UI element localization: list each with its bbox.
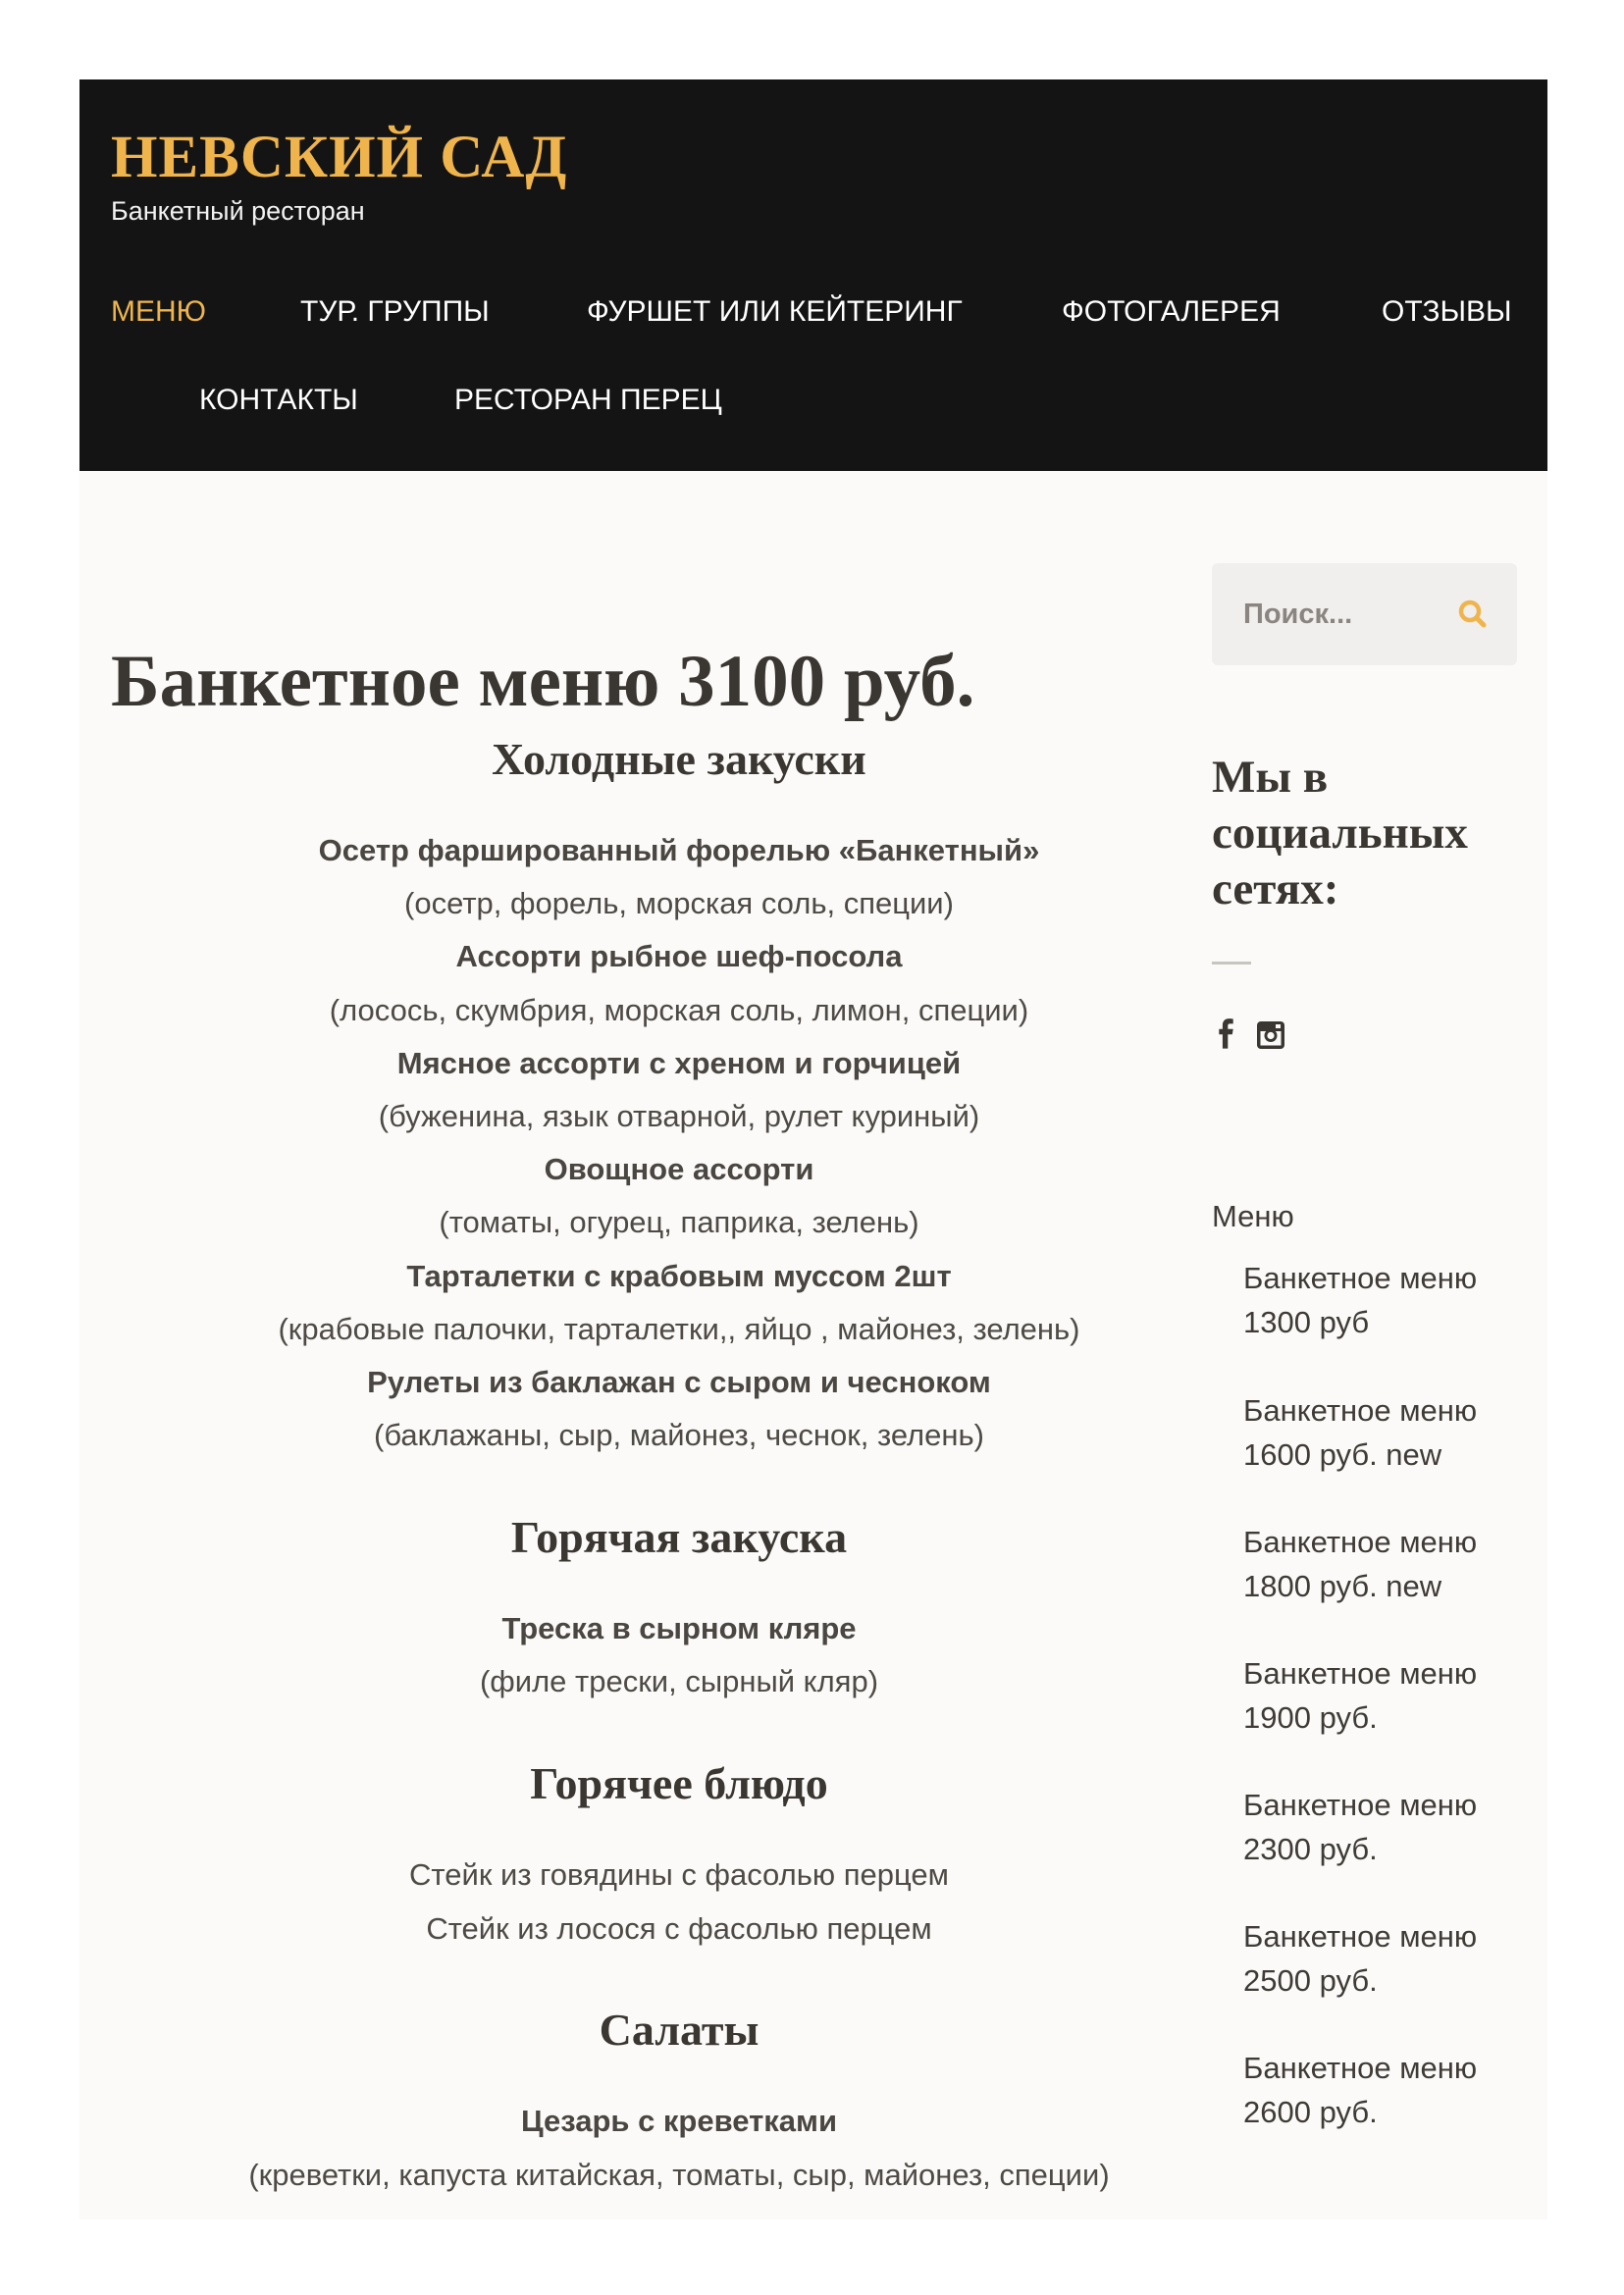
site-title[interactable]: НЕВСКИЙ САД xyxy=(111,125,568,190)
social-widget-title: Мы в социальных сетях: xyxy=(1212,752,1468,914)
sidebar-link-menu-1800[interactable] xyxy=(1243,1520,1528,1608)
sidebar-link-label: Банкетное меню xyxy=(1243,1919,1478,1954)
section-title: Холодные закуски xyxy=(492,734,866,784)
dish-description: (филе трески, сырный кляр) xyxy=(479,1664,879,1698)
sidebar-link-label: Банкетное меню xyxy=(1243,1525,1478,1559)
page-title: Банкетное меню 3100 руб. xyxy=(111,641,975,722)
instagram-icon[interactable] xyxy=(1256,1018,1285,1052)
sidebar-link-label: Банкетное меню xyxy=(1243,1393,1478,1428)
dish-name: Рулеты из баклажан с сыром и чесноком xyxy=(367,1365,991,1399)
dish-item: Стейк из говядины с фасолью перцем xyxy=(409,1857,949,1892)
section-title: Горячее блюдо xyxy=(530,1758,828,1808)
sidebar-link-menu-1300[interactable] xyxy=(1243,1256,1528,1344)
sidebar-link-menu-2600[interactable] xyxy=(1243,2046,1528,2134)
sidebar-link-menu-2300[interactable] xyxy=(1243,1783,1528,1871)
sidebar-link-price: 1300 руб xyxy=(1243,1305,1370,1339)
dish-name: Цезарь с креветками xyxy=(520,2104,838,2138)
sidebar-link-price: 2300 руб. xyxy=(1243,1832,1378,1866)
dish-description: (креветки, капуста китайская, томаты, сыр, майонез, специи) xyxy=(248,2158,1110,2192)
dish-name: Ассорти рыбное шеф-посола xyxy=(455,939,903,973)
search-form xyxy=(1212,563,1517,665)
site-header xyxy=(79,79,1547,471)
sidebar-link-menu-1900[interactable] xyxy=(1243,1651,1528,1740)
dish-description: (томаты, огурец, паприка, зелень) xyxy=(439,1205,919,1239)
sidebar-link-label: Банкетное меню xyxy=(1243,1788,1478,1822)
nav-item-catering[interactable]: ФУРШЕТ ИЛИ КЕЙТЕРИНГ xyxy=(587,295,963,328)
section-title: Салаты xyxy=(599,2005,760,2055)
sidebar-link-label: Банкетное меню xyxy=(1243,2051,1478,2085)
facebook-icon[interactable] xyxy=(1212,1018,1241,1052)
sidebar-link-price: 1900 руб. xyxy=(1243,1700,1378,1735)
sidebar-link-menu-1600[interactable] xyxy=(1243,1388,1528,1477)
dish-name: Осетр фаршированный форелью «Банкетный» xyxy=(318,833,1040,867)
sidebar-link-price: 1800 руб. new xyxy=(1243,1569,1442,1603)
nav-item-menu[interactable]: МЕНЮ xyxy=(111,295,206,328)
nav-item-tour-groups[interactable]: ТУР. ГРУППЫ xyxy=(300,295,490,328)
sidebar-link-price: 2600 руб. xyxy=(1243,2095,1378,2129)
dish-name: Мясное ассорти с хреном и горчицей xyxy=(396,1046,962,1080)
search-icon[interactable] xyxy=(1454,596,1492,633)
nav-item-reviews[interactable]: ОТЗЫВЫ xyxy=(1382,295,1512,328)
sidebar-link-label: Банкетное меню xyxy=(1243,1656,1478,1691)
site-tagline: Банкетный ресторан xyxy=(111,196,365,226)
sidebar-link-label: Банкетное меню xyxy=(1243,1261,1478,1295)
search-input[interactable] xyxy=(1212,563,1447,665)
page xyxy=(79,79,1547,2219)
nav-item-perets[interactable]: РЕСТОРАН ПЕРЕЦ xyxy=(454,384,722,416)
sidebar-link-price: 1600 руб. new xyxy=(1243,1437,1442,1472)
section-title: Горячая закуска xyxy=(510,1512,848,1562)
dish-name: Овощное ассорти xyxy=(544,1152,814,1186)
dish-description: (баклажаны, сыр, майонез, чеснок, зелень) xyxy=(374,1418,984,1452)
dish-item: Стейк из лосося с фасолью перцем xyxy=(426,1911,932,1946)
dish-description: (буженина, язык отварной, рулет куриный) xyxy=(378,1099,980,1133)
divider xyxy=(1212,962,1251,965)
dish-description: (лосось, скумбрия, морская соль, лимон, специи) xyxy=(329,993,1029,1027)
nav-item-contacts[interactable]: КОНТАКТЫ xyxy=(199,384,358,416)
dish-name: Тарталетки с крабовым муссом 2шт xyxy=(406,1259,952,1293)
sidebar-menu-heading: Меню xyxy=(1212,1199,1294,1233)
sidebar-link-menu-2500[interactable] xyxy=(1243,1914,1528,2003)
dish-description: (крабовые палочки, тарталетки,, яйцо , майонез, зелень) xyxy=(278,1312,1080,1346)
dish-description: (осетр, форель, морская соль, специи) xyxy=(404,886,954,920)
sidebar-link-price: 2500 руб. xyxy=(1243,1963,1378,1998)
dish-name: Треска в сырном кляре xyxy=(501,1611,857,1645)
nav-item-gallery[interactable]: ФОТОГАЛЕРЕЯ xyxy=(1062,295,1281,328)
